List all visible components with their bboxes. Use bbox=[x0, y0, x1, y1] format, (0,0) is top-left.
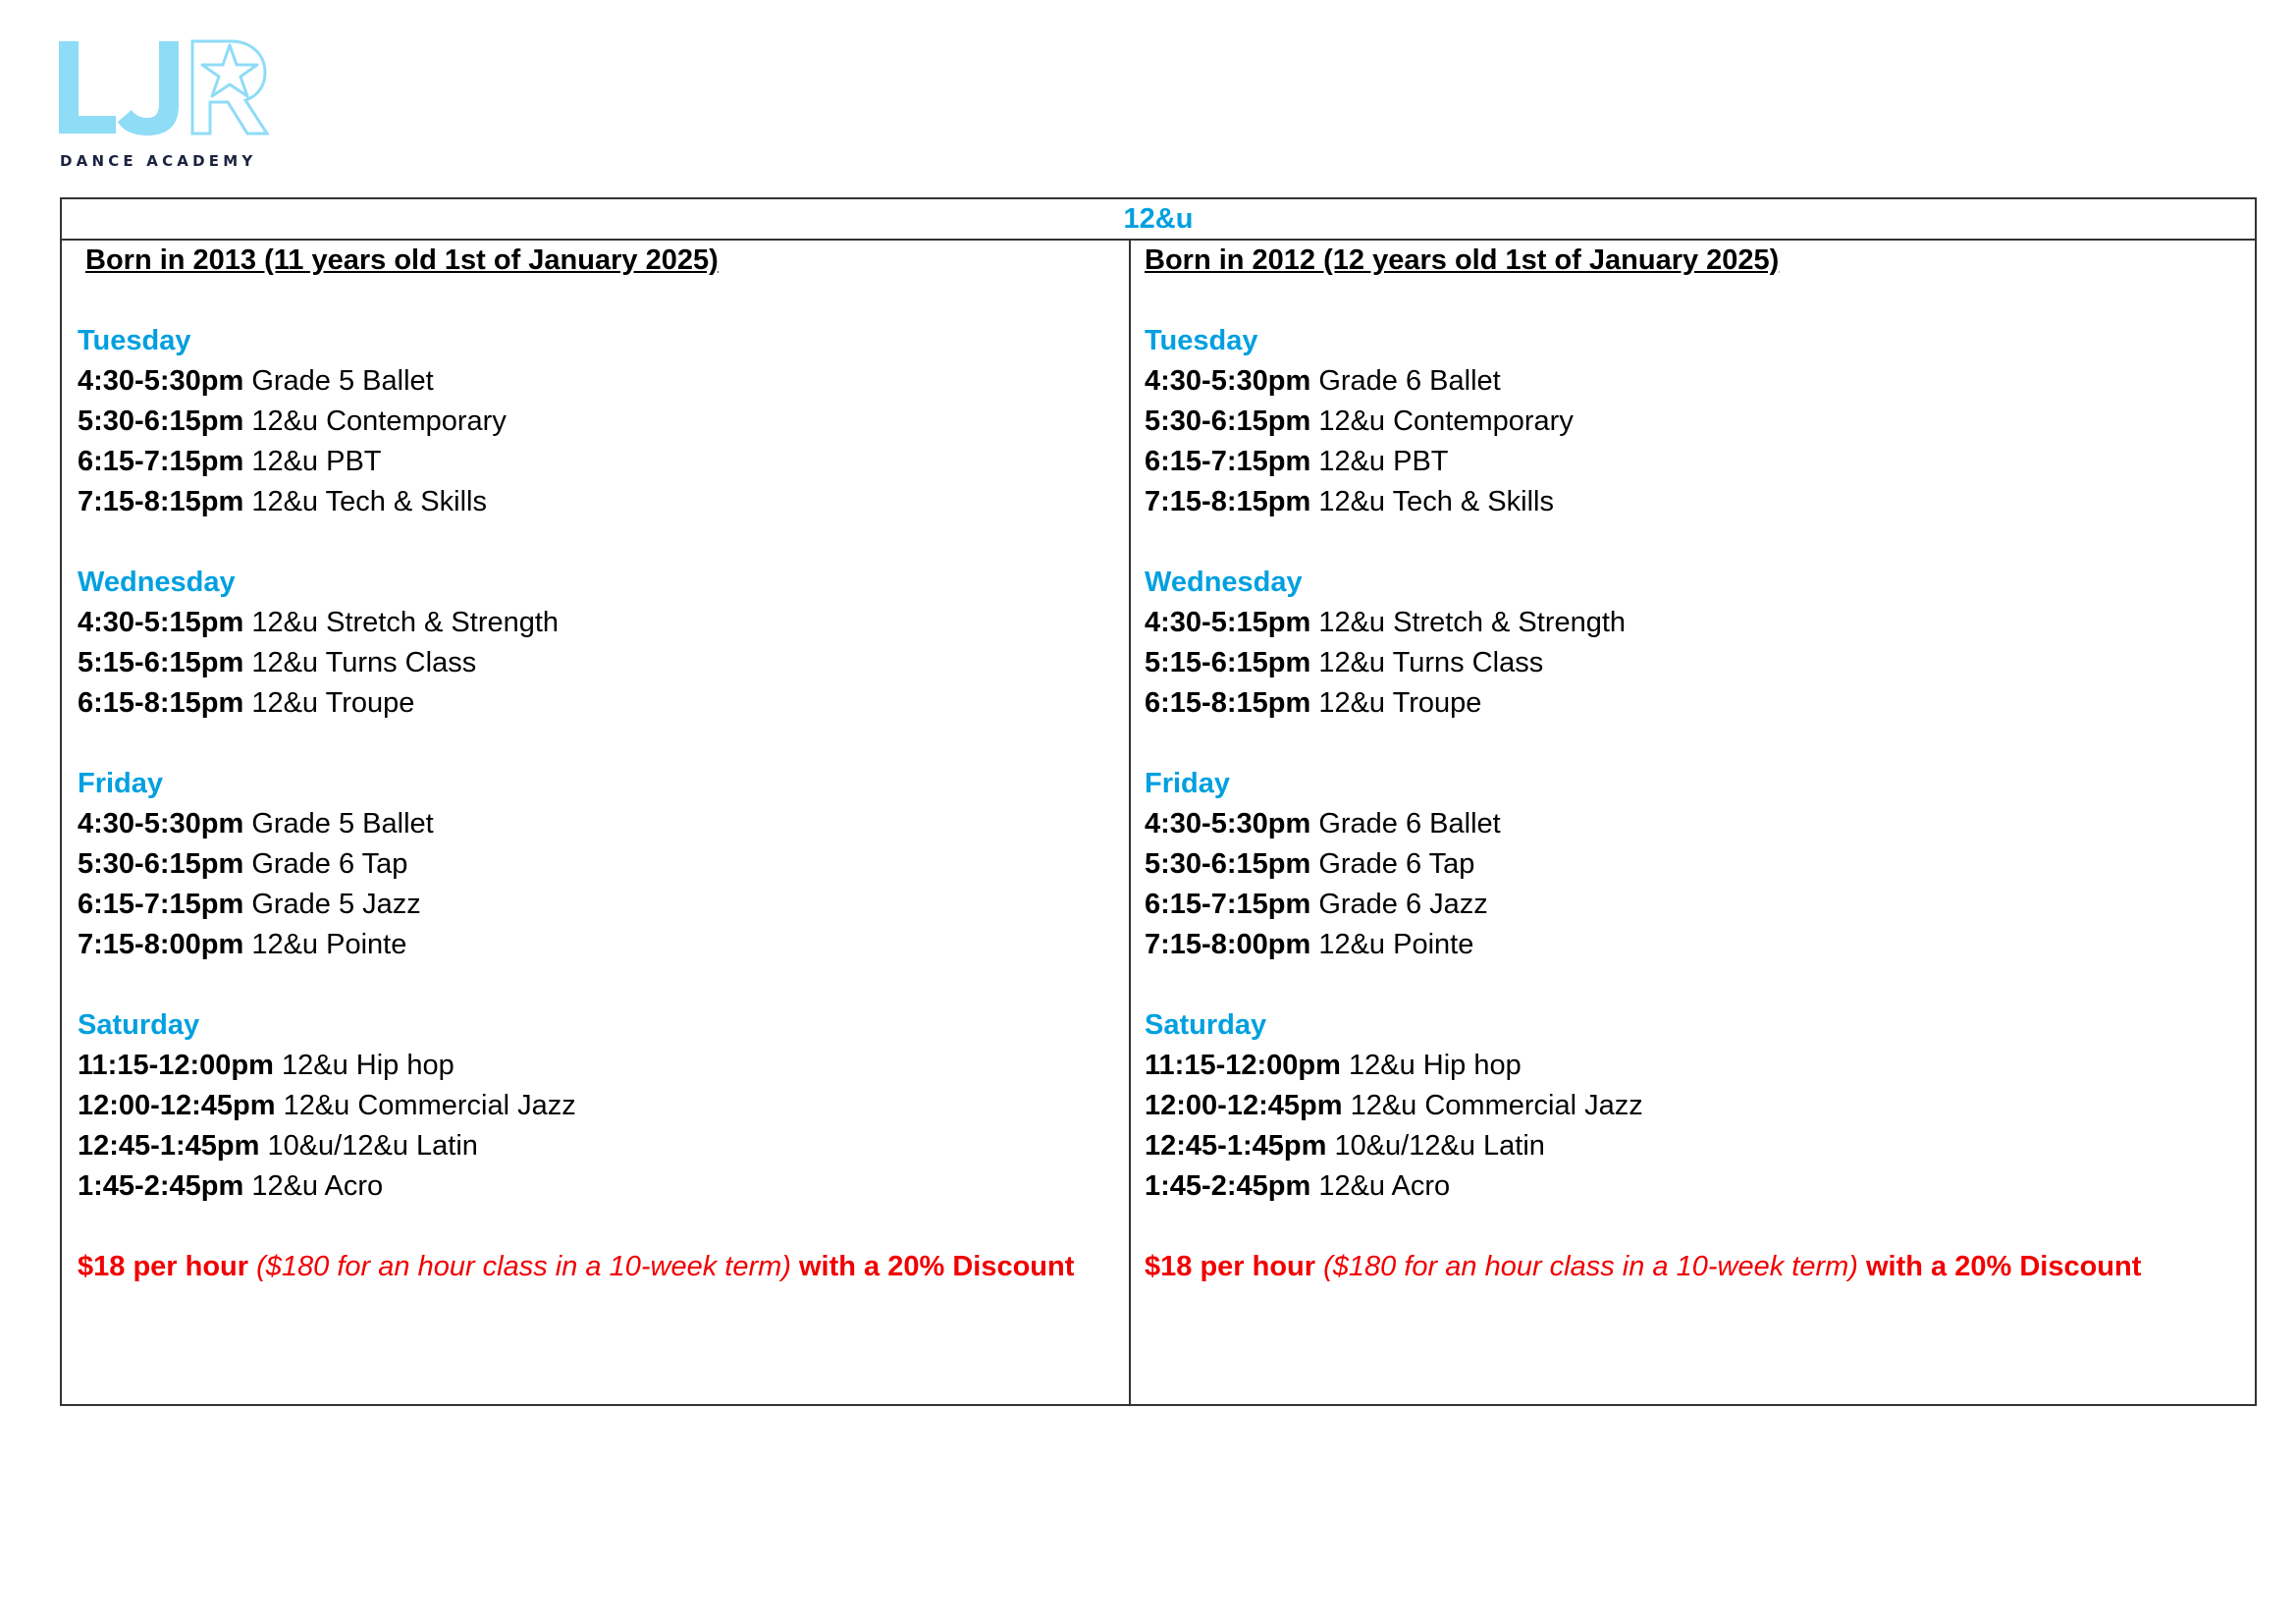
spacer bbox=[1145, 281, 2255, 321]
spacer bbox=[1145, 1207, 2255, 1247]
class-row bbox=[1145, 603, 2255, 643]
class-time: 4:30-5:30pm bbox=[1145, 808, 1311, 839]
class-row bbox=[78, 885, 1129, 925]
class-name: Grade 6 Tap bbox=[1318, 848, 1475, 880]
class-row bbox=[1145, 361, 2255, 402]
class-row bbox=[1145, 442, 2255, 482]
class-name: 12&u Turns Class bbox=[251, 647, 477, 678]
class-time: 6:15-7:15pm bbox=[1145, 889, 1311, 920]
class-name: Grade 6 Ballet bbox=[1318, 365, 1501, 397]
day-heading: Wednesday bbox=[78, 567, 236, 598]
class-row bbox=[78, 643, 1129, 683]
class-name: 12&u Tech & Skills bbox=[251, 486, 487, 517]
class-name: 12&u Stretch & Strength bbox=[1318, 607, 1627, 638]
class-row bbox=[1145, 1166, 2255, 1207]
class-time: 4:30-5:30pm bbox=[78, 808, 244, 839]
class-row bbox=[78, 1046, 1129, 1086]
class-time: 4:30-5:30pm bbox=[1145, 365, 1311, 397]
price-detail: ($180 for an hour class in a 10-week term) bbox=[1323, 1251, 1858, 1282]
class-time: 5:15-6:15pm bbox=[78, 647, 244, 678]
class-time: 5:15-6:15pm bbox=[1145, 647, 1311, 678]
class-name: 12&u PBT bbox=[251, 446, 382, 477]
class-row bbox=[78, 683, 1129, 724]
class-time: 7:15-8:15pm bbox=[78, 486, 244, 517]
day-heading: Tuesday bbox=[1145, 325, 1258, 356]
table-body bbox=[62, 241, 2255, 1404]
class-time: 5:30-6:15pm bbox=[78, 848, 244, 880]
class-time: 1:45-2:45pm bbox=[1145, 1170, 1311, 1202]
table-header: 12&u bbox=[62, 199, 2255, 241]
class-time: 1:45-2:45pm bbox=[78, 1170, 244, 1202]
class-name: 12&u Troupe bbox=[251, 687, 415, 719]
class-time: 11:15-12:00pm bbox=[1145, 1050, 1341, 1081]
column-born-2013 bbox=[62, 241, 1131, 1404]
class-row bbox=[78, 603, 1129, 643]
class-time: 6:15-8:15pm bbox=[1145, 687, 1311, 719]
class-time: 4:30-5:15pm bbox=[78, 607, 244, 638]
class-name: 12&u Commercial Jazz bbox=[1350, 1090, 1643, 1121]
logo bbox=[57, 37, 283, 175]
price-discount: with a 20% Discount bbox=[1866, 1251, 2142, 1282]
logo-subtitle: DANCE ACADEMY bbox=[60, 152, 257, 170]
class-time: 11:15-12:00pm bbox=[78, 1050, 274, 1081]
day-heading: Friday bbox=[78, 768, 164, 799]
class-name: 12&u Contemporary bbox=[1318, 406, 1574, 437]
class-name: 12&u Contemporary bbox=[251, 406, 507, 437]
class-time: 6:15-8:15pm bbox=[78, 687, 244, 719]
class-row bbox=[1145, 1086, 2255, 1126]
class-row bbox=[78, 1086, 1129, 1126]
class-row bbox=[1145, 844, 2255, 885]
day-heading: Tuesday bbox=[78, 325, 191, 356]
class-row bbox=[78, 844, 1129, 885]
class-time: 12:45-1:45pm bbox=[1145, 1130, 1327, 1162]
class-row bbox=[1145, 1046, 2255, 1086]
class-time: 7:15-8:15pm bbox=[1145, 486, 1311, 517]
class-name: 12&u Acro bbox=[251, 1170, 384, 1202]
class-time: 4:30-5:30pm bbox=[78, 365, 244, 397]
class-time: 12:00-12:45pm bbox=[1145, 1090, 1343, 1121]
class-name: Grade 6 Jazz bbox=[1318, 889, 1488, 920]
class-time: 4:30-5:15pm bbox=[1145, 607, 1311, 638]
price-note bbox=[78, 1247, 1129, 1287]
class-time: 7:15-8:00pm bbox=[1145, 929, 1311, 960]
class-time: 12:00-12:45pm bbox=[78, 1090, 276, 1121]
spacer bbox=[78, 965, 1129, 1005]
class-name: 12&u Tech & Skills bbox=[1318, 486, 1554, 517]
class-name: 12&u Stretch & Strength bbox=[251, 607, 560, 638]
price-rate: $18 per hour bbox=[1145, 1251, 1316, 1282]
class-name: Grade 6 Ballet bbox=[1318, 808, 1501, 839]
spacer bbox=[1145, 522, 2255, 563]
day-heading: Friday bbox=[1145, 768, 1231, 799]
class-name: 12&u Troupe bbox=[1318, 687, 1482, 719]
class-name: 10&u/12&u Latin bbox=[1334, 1130, 1545, 1162]
class-row bbox=[78, 442, 1129, 482]
class-row bbox=[78, 482, 1129, 522]
class-row bbox=[78, 1126, 1129, 1166]
class-time: 6:15-7:15pm bbox=[78, 446, 244, 477]
class-name: 12&u Pointe bbox=[251, 929, 407, 960]
class-time: 5:30-6:15pm bbox=[78, 406, 244, 437]
class-time: 5:30-6:15pm bbox=[1145, 406, 1311, 437]
class-name: Grade 5 Ballet bbox=[251, 808, 434, 839]
class-row bbox=[1145, 1126, 2255, 1166]
class-row bbox=[1145, 402, 2255, 442]
class-name: 12&u Acro bbox=[1318, 1170, 1451, 1202]
day-heading: Saturday bbox=[78, 1009, 200, 1041]
class-row bbox=[1145, 683, 2255, 724]
class-time: 12:45-1:45pm bbox=[78, 1130, 260, 1162]
class-row bbox=[78, 1166, 1129, 1207]
class-row bbox=[78, 402, 1129, 442]
class-row bbox=[1145, 643, 2255, 683]
column-born-2012 bbox=[1131, 241, 2255, 1404]
spacer bbox=[78, 724, 1129, 764]
class-row bbox=[1145, 885, 2255, 925]
class-name: 12&u Hip hop bbox=[1348, 1050, 1522, 1081]
class-name: 12&u PBT bbox=[1318, 446, 1449, 477]
day-heading: Wednesday bbox=[1145, 567, 1303, 598]
spacer bbox=[1145, 965, 2255, 1005]
class-row bbox=[1145, 925, 2255, 965]
spacer bbox=[1145, 724, 2255, 764]
class-row bbox=[78, 361, 1129, 402]
class-row bbox=[78, 804, 1129, 844]
price-discount: with a 20% Discount bbox=[799, 1251, 1075, 1282]
day-heading: Saturday bbox=[1145, 1009, 1267, 1041]
class-time: 7:15-8:00pm bbox=[78, 929, 244, 960]
ljr-logo-mark bbox=[57, 37, 273, 147]
spacer bbox=[78, 1207, 1129, 1247]
column-title: Born in 2012 (12 years old 1st of January 2025) bbox=[1145, 244, 1780, 276]
price-note bbox=[1145, 1247, 2255, 1287]
price-detail: ($180 for an hour class in a 10-week term) bbox=[256, 1251, 791, 1282]
price-rate: $18 per hour bbox=[78, 1251, 249, 1282]
class-row bbox=[1145, 804, 2255, 844]
class-time: 6:15-7:15pm bbox=[1145, 446, 1311, 477]
schedule-table bbox=[60, 197, 2257, 1406]
class-name: Grade 5 Jazz bbox=[251, 889, 421, 920]
spacer bbox=[78, 522, 1129, 563]
class-name: Grade 5 Ballet bbox=[251, 365, 434, 397]
class-name: 12&u Pointe bbox=[1318, 929, 1474, 960]
class-name: 12&u Hip hop bbox=[281, 1050, 454, 1081]
class-name: 12&u Turns Class bbox=[1318, 647, 1544, 678]
class-time: 5:30-6:15pm bbox=[1145, 848, 1311, 880]
class-name: 10&u/12&u Latin bbox=[267, 1130, 478, 1162]
spacer bbox=[78, 281, 1129, 321]
column-title: Born in 2013 (11 years old 1st of January 2025) bbox=[85, 244, 719, 276]
class-name: 12&u Commercial Jazz bbox=[283, 1090, 576, 1121]
class-time: 6:15-7:15pm bbox=[78, 889, 244, 920]
class-row bbox=[78, 925, 1129, 965]
class-name: Grade 6 Tap bbox=[251, 848, 408, 880]
class-row bbox=[1145, 482, 2255, 522]
